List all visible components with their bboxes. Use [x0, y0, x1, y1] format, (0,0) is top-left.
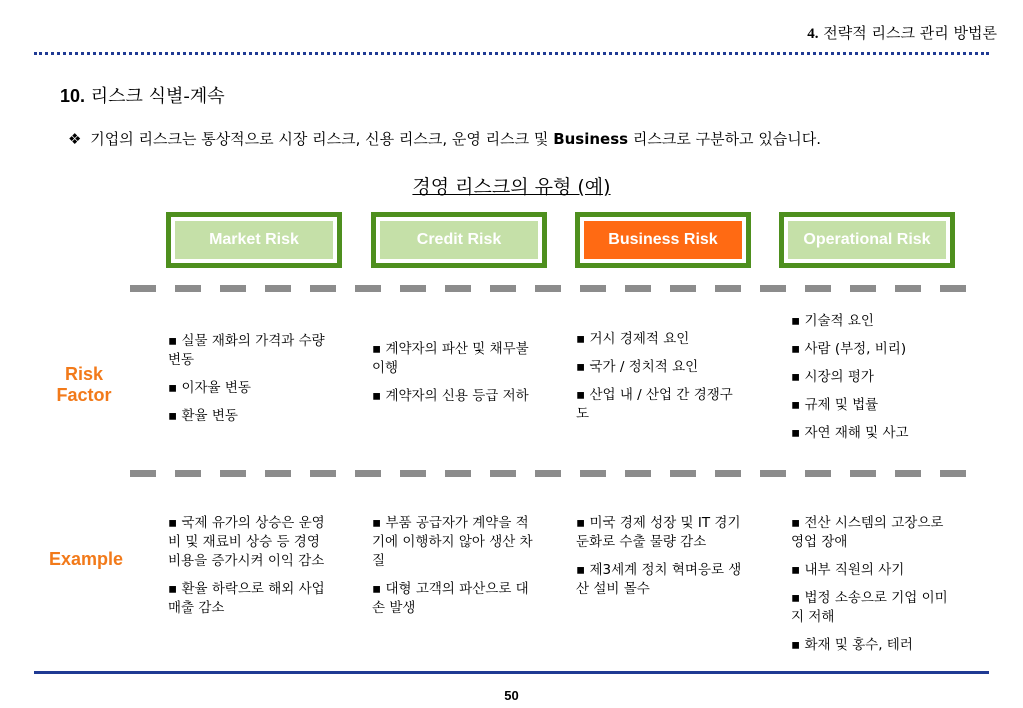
list-item: ▪ 환율 변동	[168, 408, 238, 424]
list-item: ▪ 시장의 평가	[791, 369, 874, 385]
list-item: ▪ 부품 공급자가 계약을 적기에 이행하지 않아 생산 차질	[372, 515, 533, 569]
risk-box-operational	[779, 212, 955, 268]
page-number: 50	[504, 688, 519, 703]
header-divider	[34, 52, 989, 55]
chapter-number: 4.	[807, 26, 819, 42]
list-item: ▪ 계약자의 파산 및 채무불이행	[372, 341, 529, 376]
list-item: ▪ 거시 경제적 요인	[576, 331, 690, 347]
intro-text-after: 리스크로 구분하고 있습니다.	[632, 130, 822, 148]
list-item: ▪ 국제 유가의 상승은 운영비 및 재료비 상승 등 경영 비용을 증가시켜 이익 감소	[168, 515, 325, 569]
example-cell-operational	[791, 514, 959, 664]
list-item: ▪ 화재 및 홍수, 테러	[791, 637, 913, 653]
chapter-header	[807, 22, 997, 43]
list-item: ▪ 산업 내 / 산업 간 경쟁구도	[576, 387, 733, 422]
risk-box-business	[575, 212, 751, 268]
risk-factor-cell-operational	[791, 312, 959, 452]
risk-label-business: Business Risk	[584, 221, 742, 259]
risk-label-operational: Operational Risk	[788, 221, 946, 259]
diagram-title: 경영 리스크의 유형 (예)	[412, 176, 611, 198]
intro-text-before: 기업의 리스크는 통상적으로 시장 리스크, 신용 리스크, 운영 리스크 및	[90, 130, 549, 148]
list-item: ▪ 환율 하락으로 해외 사업 매출 감소	[168, 581, 325, 616]
intro-text-bold: Business	[553, 130, 629, 148]
list-item: ▪ 내부 직원의 사기	[791, 562, 905, 578]
list-item: ▪ 대형 고객의 파산으로 대손 발생	[372, 581, 529, 616]
chapter-title: 전략적 리스크 관리 방법론	[823, 24, 997, 42]
risk-box-market	[166, 212, 342, 268]
example-cell-credit	[372, 514, 540, 627]
list-item: ▪ 국가 / 정치적 요인	[576, 359, 699, 375]
dashed-divider-top	[130, 285, 966, 292]
list-item: ▪ 전산 시스템의 고장으로 영업 장애	[791, 515, 944, 550]
list-item: ▪ 미국 경제 성장 및 IT 경기 둔화로 수출 물량 감소	[576, 515, 741, 550]
list-item: ▪ 법정 소송으로 기업 이미지 저해	[791, 590, 948, 625]
intro-text	[68, 128, 821, 149]
example-cell-market	[168, 514, 336, 627]
diamond-bullet-icon: ❖	[68, 130, 82, 148]
example-label: Example	[48, 549, 124, 569]
risk-label-credit: Credit Risk	[380, 221, 538, 259]
risk-factor-cell-business	[576, 330, 744, 433]
list-item: ▪ 규제 및 법률	[791, 397, 879, 413]
list-item: ▪ 자연 재해 및 사고	[791, 425, 909, 441]
list-item: ▪ 실물 재화의 가격과 수량 변동	[168, 333, 325, 368]
footer-divider	[34, 671, 989, 674]
section-title	[60, 82, 225, 108]
risk-factor-cell-market	[168, 332, 336, 435]
risk-factor-label: Risk Factor	[56, 364, 112, 405]
dashed-divider-bottom	[130, 470, 966, 477]
risk-factor-cell-credit	[372, 340, 540, 415]
risk-label-market: Market Risk	[175, 221, 333, 259]
section-number: 10.	[60, 86, 86, 106]
list-item: ▪ 사람 (부정, 비리)	[791, 341, 907, 357]
example-cell-business	[576, 514, 744, 608]
risk-box-credit	[371, 212, 547, 268]
list-item: ▪ 기술적 요인	[791, 313, 874, 329]
section-title-text: 리스크 식별-계속	[90, 86, 225, 107]
list-item: ▪ 제3세계 정치 혁며응로 생산 설비 몰수	[576, 562, 742, 597]
list-item: ▪ 계약자의 신용 등급 저하	[372, 388, 529, 404]
list-item: ▪ 이자율 변동	[168, 380, 251, 396]
